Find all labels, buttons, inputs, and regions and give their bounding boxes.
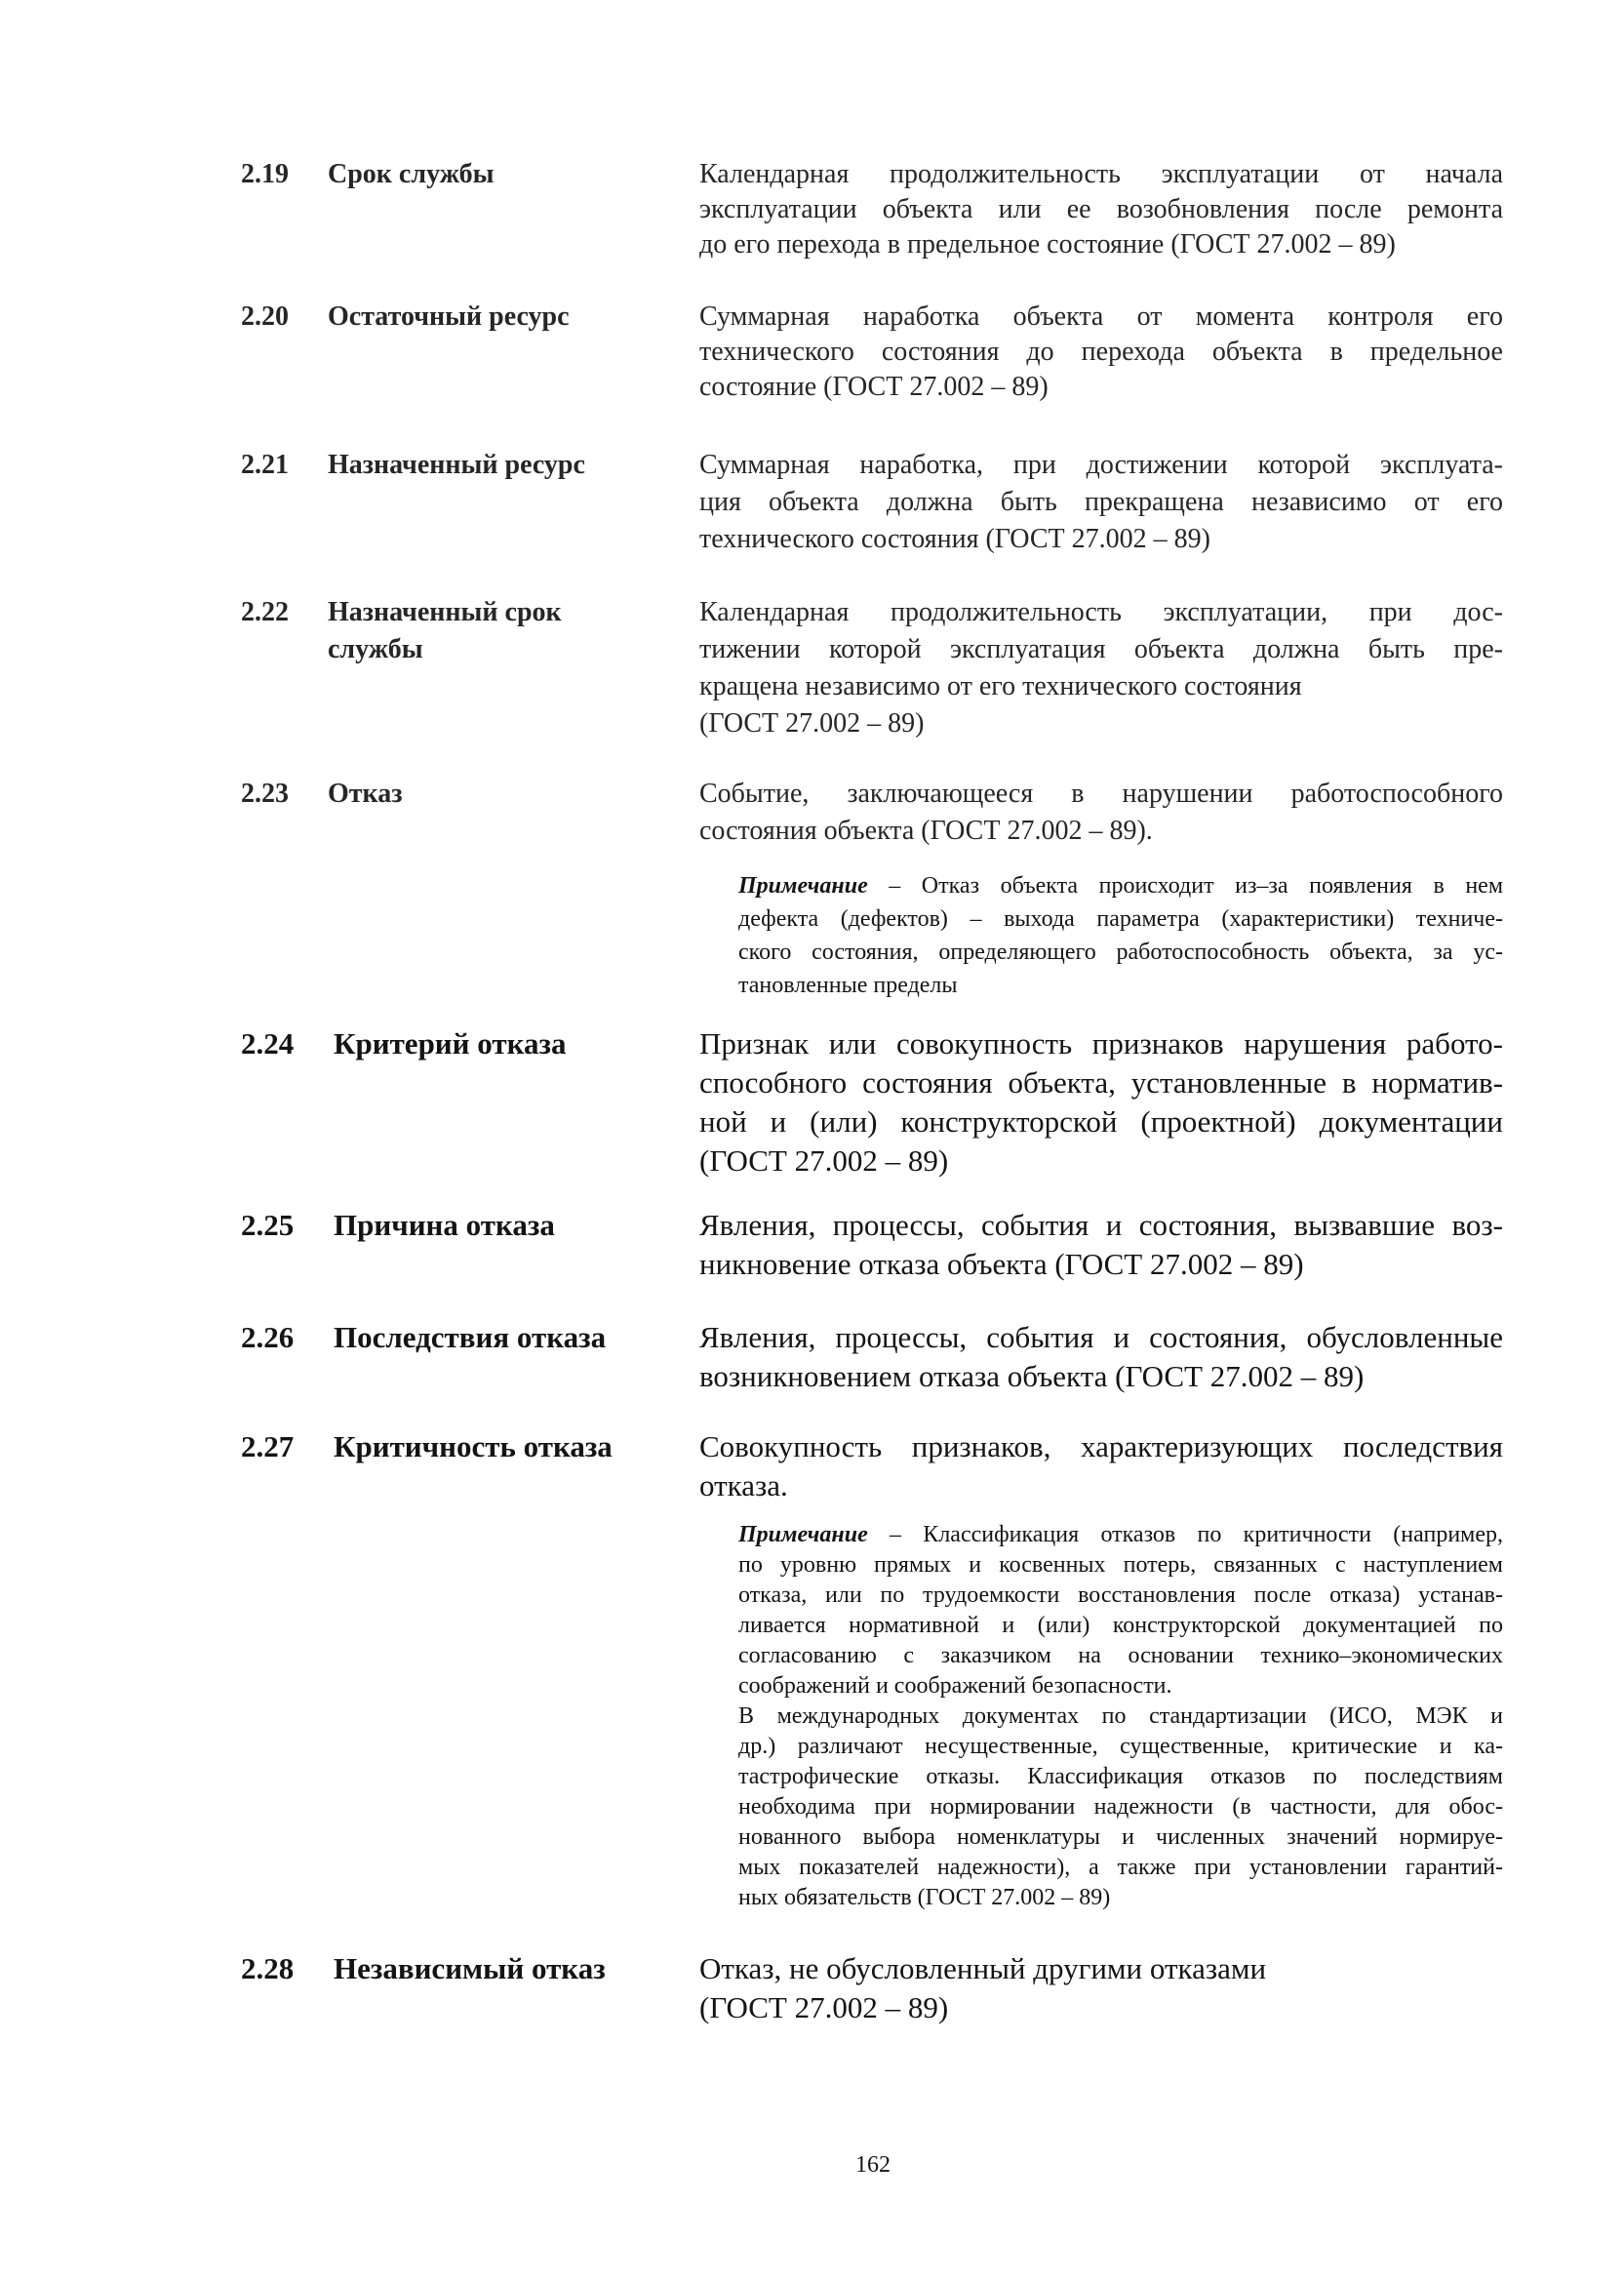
term-line: Срок службы [328, 159, 495, 189]
entry-term [328, 776, 403, 813]
entry-term [334, 1206, 555, 1245]
definition-line: состояние (ГОСТ 27.002 – 89) [699, 372, 1049, 402]
entry-definition [699, 1949, 1503, 2027]
definition-line: тижении которой эксплуатация объекта должна быть пре- [699, 634, 1503, 664]
definition-line: технического состояния (ГОСТ 27.002 – 89) [699, 524, 1210, 554]
entry-definition [699, 1318, 1503, 1396]
note-line: необходима при нормировании надежности (в частности, для обос- [738, 1794, 1503, 1820]
entry-definition [699, 594, 1503, 742]
entry-term [328, 157, 495, 192]
definition-line: состояния объекта (ГОСТ 27.002 – 89). [699, 816, 1153, 846]
definition-line: отказа. [699, 1468, 788, 1502]
entry-number: 2.25 [241, 1208, 295, 1242]
entry-term [334, 1024, 566, 1063]
definition-line: Суммарная наработка, при достижении которой эксплуата- [699, 450, 1503, 480]
entry-term [334, 1427, 613, 1466]
entry-number: 2.28 [241, 1951, 295, 1985]
entry-number: 2.23 [241, 779, 289, 809]
note-line [738, 869, 1503, 902]
definition-line: никновение отказа объекта (ГОСТ 27.002 – 89) [699, 1247, 1304, 1281]
entry-definition [699, 157, 1503, 262]
definition-line: Совокупность признаков, характеризующих последствия [699, 1429, 1503, 1463]
term-line: службы [328, 634, 423, 664]
note-line: дефекта (дефектов) – выхода параметра (характеристики) техниче- [738, 906, 1503, 932]
note-line: согласованию с заказчиком на основании технико–экономических [738, 1643, 1503, 1668]
note-line: нованного выбора номенклатуры и численных значений нормируе- [738, 1824, 1503, 1850]
term-line: Назначенный срок [328, 597, 562, 627]
term-line: Независимый отказ [334, 1951, 606, 1985]
entry-definition [699, 447, 1503, 558]
definition-line: способного состояния объекта, установленные в норматив- [699, 1065, 1503, 1100]
note-line: соображений и соображений безопасности. [738, 1673, 1172, 1699]
entry-term [328, 300, 570, 335]
note-label: Примечание [738, 873, 868, 899]
entry-number: 2.20 [241, 301, 289, 332]
note-line: В международных документах по стандартизации (ИСО, МЭК и [738, 1703, 1503, 1729]
entry-number: 2.19 [241, 159, 289, 189]
definition-line: (ГОСТ 27.002 – 89) [699, 1143, 949, 1178]
note-label: Примечание [738, 1522, 868, 1547]
note-line: тановленные пределы [738, 973, 958, 998]
note-line: ского состояния, определяющего работоспособность объекта, за ус- [738, 940, 1503, 965]
definition-line: ной и (или) конструкторской (проектной) документации [699, 1104, 1503, 1139]
definition-line: эксплуатации объекта или ее возобновления после ремонта [699, 194, 1503, 224]
entry-definition [699, 1206, 1503, 1284]
entry-number: 2.26 [241, 1320, 295, 1354]
term-line: Назначенный ресурс [328, 450, 585, 480]
entry-definition [699, 300, 1503, 405]
page-number: 162 [855, 2152, 891, 2178]
definition-line: Явления, процессы, события и состояния, обусловленные [699, 1320, 1503, 1354]
entry-number: 2.21 [241, 450, 289, 480]
entry-note [738, 1520, 1503, 1913]
term-line: Критерий отказа [334, 1026, 567, 1061]
note-line: по уровню прямых и косвенных потерь, связанных с наступлением [738, 1552, 1503, 1578]
term-line: Отказ [328, 779, 403, 809]
definition-line: Календарная продолжительность эксплуатации, при дос- [699, 597, 1503, 627]
entry-definition [699, 776, 1503, 850]
entry-definition [699, 1024, 1503, 1181]
entry-term [328, 594, 562, 668]
term-line: Остаточный ресурс [328, 301, 570, 332]
note-line [738, 1520, 1503, 1550]
entry-number: 2.24 [241, 1026, 295, 1061]
entry-term [334, 1949, 606, 1988]
entry-note [738, 869, 1503, 1002]
term-line: Причина отказа [334, 1208, 555, 1242]
note-text: – Отказ объекта происходит из–за появления в нем [889, 873, 1503, 899]
note-line: тастрофические отказы. Классификация отказов по последствиям [738, 1764, 1503, 1789]
definition-line: Событие, заключающееся в нарушении работоспособного [699, 779, 1503, 809]
note-line: мых показателей надежности), а также при установлении гарантий- [738, 1855, 1503, 1880]
definition-line: Явления, процессы, события и состояния, вызвавшие воз- [699, 1208, 1503, 1242]
definition-line: Признак или совокупность признаков нарушения работо- [699, 1026, 1503, 1061]
note-line: ливается нормативной и (или) конструкторской документацией по [738, 1613, 1503, 1638]
entry-number: 2.27 [241, 1429, 295, 1463]
term-line: Критичность отказа [334, 1429, 613, 1463]
definition-line: Суммарная наработка объекта от момента контроля его [699, 301, 1503, 332]
entry-definition [699, 1427, 1503, 1505]
definition-line: кращена независимо от его технического состояния [699, 671, 1302, 701]
definition-line: Календарная продолжительность эксплуатации от начала [699, 159, 1503, 189]
note-text: – Классификация отказов по критичности (например, [890, 1522, 1503, 1547]
definition-line: (ГОСТ 27.002 – 89) [699, 708, 925, 739]
definition-line: возникновением отказа объекта (ГОСТ 27.002 – 89) [699, 1359, 1365, 1393]
definition-line: Отказ, не обусловленный другими отказами [699, 1951, 1267, 1985]
term-line: Последствия отказа [334, 1320, 607, 1354]
definition-line: ция объекта должна быть прекращена независимо от его [699, 487, 1503, 517]
entry-term [328, 447, 585, 484]
definition-line: технического состояния до перехода объекта в предельное [699, 337, 1503, 367]
note-line: др.) различают несущественные, существенные, критические и ка- [738, 1734, 1503, 1759]
definition-line: (ГОСТ 27.002 – 89) [699, 1990, 949, 2024]
entry-term [334, 1318, 606, 1357]
note-line: отказа, или по трудоемкости восстановления после отказа) устанав- [738, 1582, 1503, 1608]
note-line: ных обязательств (ГОСТ 27.002 – 89) [738, 1885, 1111, 1910]
definition-line: до его перехода в предельное состояние (ГОСТ 27.002 – 89) [699, 229, 1396, 260]
entry-number: 2.22 [241, 597, 289, 627]
